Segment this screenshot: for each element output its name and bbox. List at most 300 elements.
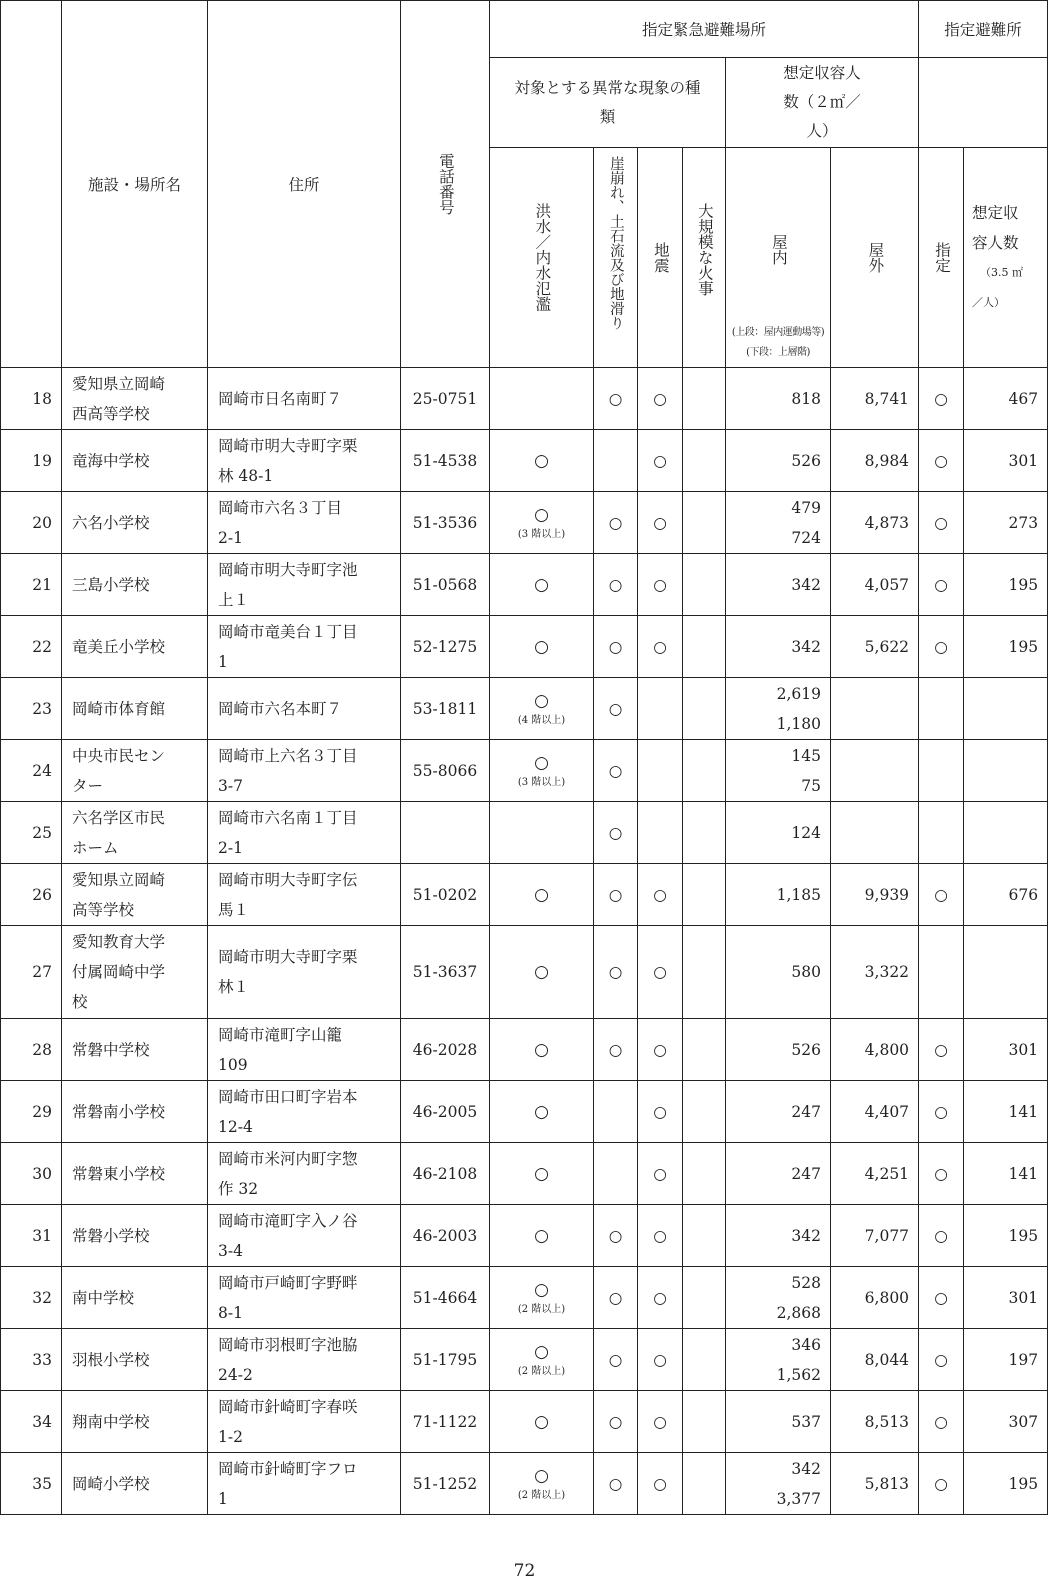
address: [208, 1205, 401, 1267]
indoor-capacity-cell: [726, 1453, 831, 1515]
facility-name: [62, 1143, 208, 1205]
facility-name: [62, 802, 208, 864]
fire-mark: [683, 1391, 726, 1453]
flood-cell: [490, 1391, 594, 1453]
shelter-capacity: 141: [964, 1143, 1048, 1205]
address: [208, 554, 401, 616]
facility-name: [62, 368, 208, 430]
earthquake-mark: ○: [638, 926, 683, 1019]
flood-mark: ○: [534, 1163, 549, 1184]
earthquake-mark: ○: [638, 1391, 683, 1453]
flood-mark: ○: [534, 690, 549, 711]
earthquake-mark: [638, 740, 683, 802]
address: [208, 864, 401, 926]
fire-mark: [683, 802, 726, 864]
address-line: 岡崎市竜美台１丁目: [218, 622, 358, 641]
facility-name-line: 西高等学校: [72, 404, 150, 423]
table-row: [1, 430, 1048, 492]
flood-cell: [490, 1081, 594, 1143]
flood-mark: ○: [534, 1279, 549, 1300]
flood-cell: [490, 864, 594, 926]
flood-mark: ○: [534, 962, 549, 982]
address-line: 1: [218, 652, 228, 671]
indoor-capacity-upper: 528: [791, 1273, 821, 1292]
facility-name-line: 南中学校: [72, 1288, 135, 1307]
facility-name-line: 竜美丘小学校: [72, 637, 166, 656]
header-flood: 洪水／内水氾濫: [533, 203, 552, 312]
fire-mark: [683, 1019, 726, 1081]
address-line: 12-4: [218, 1117, 253, 1136]
earthquake-mark: ○: [638, 1329, 683, 1391]
outdoor-capacity: [831, 740, 919, 802]
phone-number: 53-1811: [401, 678, 490, 740]
address: [208, 926, 401, 1019]
shelter-capacity: 195: [964, 1205, 1048, 1267]
address: [208, 678, 401, 740]
row-number: 27: [1, 926, 62, 1019]
facility-name-line: 岡崎小学校: [72, 1474, 150, 1493]
shelter-capacity: [964, 802, 1048, 864]
facility-name: [62, 492, 208, 554]
address: [208, 1267, 401, 1329]
facility-name-line: 六名小学校: [72, 513, 150, 532]
header-landslide-cell: [594, 148, 638, 368]
designated-mark: ○: [919, 1205, 964, 1267]
flood-floor-note: (3 階以上): [517, 528, 566, 540]
outdoor-capacity: 6,800: [831, 1267, 919, 1329]
landslide-mark: ○: [594, 368, 638, 430]
flood-mark: ○: [534, 1341, 549, 1362]
phone-number: 51-3536: [401, 492, 490, 554]
landslide-mark: ○: [594, 740, 638, 802]
earthquake-mark: ○: [638, 492, 683, 554]
fire-mark: [683, 368, 726, 430]
indoor-capacity-upper: 342: [791, 1459, 821, 1478]
fire-mark: [683, 1205, 726, 1267]
facility-name: [62, 1267, 208, 1329]
facility-name: [62, 926, 208, 1019]
indoor-capacity-lower: 724: [791, 528, 821, 547]
fire-mark: [683, 430, 726, 492]
phone-number: 51-4664: [401, 1267, 490, 1329]
facility-name: [62, 864, 208, 926]
flood-mark: ○: [534, 1039, 549, 1060]
address-line: 岡崎市上六名３丁目: [218, 746, 358, 765]
table-row: [1, 554, 1048, 616]
designated-mark: [919, 926, 964, 1019]
facility-name: [62, 554, 208, 616]
flood-cell: [490, 1267, 594, 1329]
flood-cell: [490, 1205, 594, 1267]
address: [208, 1019, 401, 1081]
facility-name-line: 付属岡崎中学: [72, 963, 166, 981]
shelter-capacity: 195: [964, 616, 1048, 678]
flood-cell: [490, 1143, 594, 1205]
address-line: 1: [218, 1489, 228, 1508]
flood-mark: ○: [534, 636, 549, 657]
address: [208, 1453, 401, 1515]
indoor-capacity-upper: 346: [791, 1335, 821, 1354]
flood-mark: ○: [534, 884, 549, 905]
header-earthquake: 地震: [651, 242, 670, 273]
outdoor-capacity: 3,322: [831, 926, 919, 1019]
indoor-capacity-cell: [726, 926, 831, 1019]
facility-name-line: 三島小学校: [72, 575, 150, 594]
outdoor-capacity: 4,251: [831, 1143, 919, 1205]
facility-name-line: 校: [72, 993, 88, 1011]
header-shelter-capacity-cell: [964, 148, 1048, 368]
fire-mark: [683, 740, 726, 802]
outdoor-capacity: 8,513: [831, 1391, 919, 1453]
flood-mark: ○: [534, 504, 549, 525]
address-line: 岡崎市明大寺町字伝: [218, 870, 358, 889]
landslide-mark: [594, 430, 638, 492]
phone-number: 46-2028: [401, 1019, 490, 1081]
table-header: [1, 1, 1048, 368]
outdoor-capacity: 8,044: [831, 1329, 919, 1391]
designated-mark: ○: [919, 1453, 964, 1515]
phone-number: 51-1795: [401, 1329, 490, 1391]
address-line: 岡崎市米河内町字惣: [218, 1149, 358, 1168]
table-row: [1, 1267, 1048, 1329]
phone-number: 25-0751: [401, 368, 490, 430]
flood-cell: [490, 1453, 594, 1515]
designated-mark: ○: [919, 616, 964, 678]
header-shelter-capacity-4: ／人）: [972, 295, 1006, 309]
flood-cell: [490, 554, 594, 616]
facility-name-line: ター: [72, 776, 104, 795]
designated-mark: ○: [919, 1329, 964, 1391]
header-capacity: 想定収容人数（２㎡／人）: [726, 58, 919, 148]
flood-cell: [490, 1019, 594, 1081]
facility-name-line: 高等学校: [72, 900, 135, 919]
fire-mark: [683, 1143, 726, 1205]
address-line: 岡崎市日名南町７: [218, 389, 343, 408]
indoor-capacity-lower: 75: [801, 776, 821, 795]
row-number: 23: [1, 678, 62, 740]
header-emergency-group: 指定緊急避難場所: [490, 1, 919, 58]
shelter-capacity: 676: [964, 864, 1048, 926]
indoor-capacity-cell: [726, 616, 831, 678]
facility-name-line: 常磐東小学校: [72, 1164, 166, 1183]
outdoor-capacity: 9,939: [831, 864, 919, 926]
fire-mark: [683, 1453, 726, 1515]
table-row: [1, 678, 1048, 740]
row-number: 25: [1, 802, 62, 864]
landslide-mark: ○: [594, 616, 638, 678]
facility-name-line: 常磐南小学校: [72, 1102, 166, 1121]
indoor-capacity: 247: [791, 1102, 821, 1121]
earthquake-mark: [638, 802, 683, 864]
header-designated-cell: [919, 148, 964, 368]
header-fire-cell: [683, 148, 726, 368]
phone-number: 71-1122: [401, 1391, 490, 1453]
earthquake-mark: ○: [638, 430, 683, 492]
indoor-capacity-cell: [726, 678, 831, 740]
fire-mark: [683, 926, 726, 1019]
flood-mark: ○: [534, 1411, 549, 1432]
facility-name-line: ホーム: [72, 838, 119, 857]
header-outdoor: 屋外: [866, 242, 885, 273]
address: [208, 1391, 401, 1453]
shelter-capacity: 301: [964, 1267, 1048, 1329]
earthquake-mark: ○: [638, 864, 683, 926]
indoor-capacity: 342: [791, 1226, 821, 1245]
indoor-capacity: 342: [791, 575, 821, 594]
header-shelter-group: 指定避難所: [919, 1, 1048, 58]
address: [208, 1329, 401, 1391]
indoor-capacity: 342: [791, 637, 821, 656]
indoor-capacity-cell: [726, 1019, 831, 1081]
facility-name: [62, 1453, 208, 1515]
facility-name-line: 翔南中学校: [72, 1412, 150, 1431]
row-number: 30: [1, 1143, 62, 1205]
shelter-capacity: [964, 678, 1048, 740]
header-landslide: 崖崩れ、土石流及び地滑り: [607, 156, 624, 330]
header-no: [1, 1, 62, 368]
earthquake-mark: ○: [638, 1081, 683, 1143]
header-indoor: 屋内: [769, 234, 788, 265]
designated-mark: ○: [919, 1143, 964, 1205]
fire-mark: [683, 492, 726, 554]
table-row: [1, 368, 1048, 430]
outdoor-capacity: 4,800: [831, 1019, 919, 1081]
indoor-capacity-cell: [726, 368, 831, 430]
flood-floor-note: (2 階以上): [517, 1489, 566, 1501]
address: [208, 740, 401, 802]
indoor-capacity: 818: [791, 389, 821, 408]
row-number: 26: [1, 864, 62, 926]
indoor-capacity: 124: [791, 823, 821, 842]
header-phone-cell: [401, 1, 490, 368]
shelter-capacity: 273: [964, 492, 1048, 554]
landslide-mark: ○: [594, 1019, 638, 1081]
indoor-capacity-cell: [726, 1329, 831, 1391]
indoor-capacity-cell: [726, 1143, 831, 1205]
earthquake-mark: ○: [638, 1267, 683, 1329]
header-outdoor-cell: [831, 148, 919, 368]
flood-mark: ○: [534, 450, 549, 471]
designated-mark: ○: [919, 368, 964, 430]
facility-name-line: 六名学区市民: [72, 808, 166, 827]
indoor-capacity-upper: 145: [791, 746, 821, 765]
row-number: 33: [1, 1329, 62, 1391]
designated-mark: ○: [919, 430, 964, 492]
indoor-capacity: 526: [791, 1040, 821, 1059]
indoor-capacity-cell: [726, 492, 831, 554]
indoor-capacity-cell: [726, 864, 831, 926]
landslide-mark: ○: [594, 802, 638, 864]
phone-number: 51-0202: [401, 864, 490, 926]
landslide-mark: ○: [594, 554, 638, 616]
landslide-mark: ○: [594, 864, 638, 926]
facility-name-line: 愛知教育大学: [72, 933, 166, 951]
header-fire: 大規模な火事: [695, 203, 714, 296]
page-number: 72: [513, 1561, 536, 1581]
flood-floor-note: (4 階以上): [517, 714, 566, 726]
flood-cell: [490, 802, 594, 864]
designated-mark: ○: [919, 1019, 964, 1081]
table-row: [1, 616, 1048, 678]
indoor-capacity-cell: [726, 802, 831, 864]
address-line: 馬１: [218, 900, 250, 919]
earthquake-mark: ○: [638, 554, 683, 616]
designated-mark: [919, 802, 964, 864]
facility-name-line: 愛知県立岡崎: [72, 870, 166, 889]
flood-mark: ○: [534, 752, 549, 773]
header-flood-cell: [490, 148, 594, 368]
flood-floor-note: (2 階以上): [517, 1303, 566, 1315]
indoor-capacity: 537: [791, 1412, 821, 1431]
phone-number: 46-2108: [401, 1143, 490, 1205]
address-line: 岡崎市六名南１丁目: [218, 808, 358, 827]
facility-name-line: 岡崎市体育館: [72, 699, 166, 718]
flood-floor-note: (2 階以上): [517, 1365, 566, 1377]
earthquake-mark: [638, 678, 683, 740]
indoor-capacity-lower: 1,562: [776, 1365, 821, 1384]
table-row: [1, 802, 1048, 864]
row-number: 35: [1, 1453, 62, 1515]
table-row: [1, 492, 1048, 554]
shelter-capacity: 141: [964, 1081, 1048, 1143]
fire-mark: [683, 864, 726, 926]
indoor-capacity-cell: [726, 554, 831, 616]
address-line: 3-7: [218, 776, 243, 795]
landslide-mark: ○: [594, 678, 638, 740]
shelter-capacity: 301: [964, 1019, 1048, 1081]
address: [208, 492, 401, 554]
landslide-mark: ○: [594, 926, 638, 1019]
facility-name: [62, 616, 208, 678]
table-row: [1, 1453, 1048, 1515]
flood-cell: [490, 926, 594, 1019]
indoor-capacity-cell: [726, 1081, 831, 1143]
fire-mark: [683, 616, 726, 678]
facility-name-line: 愛知県立岡崎: [72, 374, 166, 393]
indoor-capacity-cell: [726, 1267, 831, 1329]
outdoor-capacity: [831, 802, 919, 864]
table-row: [1, 926, 1048, 1019]
landslide-mark: [594, 1081, 638, 1143]
table-row: [1, 1019, 1048, 1081]
row-number: 32: [1, 1267, 62, 1329]
flood-cell: [490, 740, 594, 802]
address-line: 岡崎市戸崎町字野畔: [218, 1273, 358, 1292]
facility-name: [62, 1391, 208, 1453]
phone-number: 55-8066: [401, 740, 490, 802]
outdoor-capacity: [831, 678, 919, 740]
indoor-capacity: 1,185: [776, 885, 821, 904]
address-line: 岡崎市針崎町字春咲: [218, 1397, 358, 1416]
fire-mark: [683, 678, 726, 740]
earthquake-mark: ○: [638, 368, 683, 430]
address-line: 岡崎市滝町字入ノ谷: [218, 1211, 358, 1230]
table-row: [1, 740, 1048, 802]
row-number: 19: [1, 430, 62, 492]
indoor-capacity: 526: [791, 451, 821, 470]
header-address: 住所: [208, 1, 401, 368]
landslide-mark: [594, 1143, 638, 1205]
designated-mark: ○: [919, 864, 964, 926]
landslide-mark: ○: [594, 1329, 638, 1391]
phone-number: 51-1252: [401, 1453, 490, 1515]
outdoor-capacity: 7,077: [831, 1205, 919, 1267]
outdoor-capacity: 5,813: [831, 1453, 919, 1515]
earthquake-mark: ○: [638, 1019, 683, 1081]
fire-mark: [683, 1329, 726, 1391]
address-line: 8-1: [218, 1303, 243, 1322]
designated-mark: ○: [919, 554, 964, 616]
landslide-mark: ○: [594, 1267, 638, 1329]
address: [208, 616, 401, 678]
address-line: 2-1: [218, 528, 243, 547]
earthquake-mark: ○: [638, 1453, 683, 1515]
indoor-capacity-cell: [726, 1205, 831, 1267]
flood-mark: ○: [534, 1101, 549, 1122]
phone-number: 51-3637: [401, 926, 490, 1019]
indoor-capacity-lower: 1,180: [776, 714, 821, 733]
address-line: 林 48-1: [218, 466, 274, 485]
earthquake-mark: ○: [638, 1205, 683, 1267]
indoor-capacity-upper: 2,619: [776, 684, 821, 703]
row-number: 28: [1, 1019, 62, 1081]
row-number: 24: [1, 740, 62, 802]
address-line: 岡崎市六名３丁目: [218, 498, 343, 517]
shelter-capacity: 195: [964, 554, 1048, 616]
fire-mark: [683, 1081, 726, 1143]
address-line: 1-2: [218, 1427, 243, 1446]
address: [208, 1143, 401, 1205]
facility-name: [62, 740, 208, 802]
address-line: 岡崎市六名本町７: [218, 699, 343, 718]
address-line: 24-2: [218, 1365, 253, 1384]
phone-number: [401, 802, 490, 864]
designated-mark: [919, 678, 964, 740]
row-number: 34: [1, 1391, 62, 1453]
phone-number: 52-1275: [401, 616, 490, 678]
header-shelter-blank: [919, 58, 1048, 148]
facility-name-line: 常磐小学校: [72, 1226, 150, 1245]
landslide-mark: ○: [594, 1453, 638, 1515]
header-phenomena: 対象とする異常な現象の種類: [490, 58, 726, 148]
indoor-capacity-lower: 3,377: [776, 1489, 821, 1508]
address-line: 作 32: [218, 1179, 259, 1198]
facility-name: [62, 1329, 208, 1391]
header-indoor-note-1: (上段：屋内運動場等): [731, 327, 825, 338]
table-row: [1, 1391, 1048, 1453]
facility-name-line: 羽根小学校: [72, 1350, 150, 1369]
flood-cell: [490, 678, 594, 740]
address-line: 岡崎市羽根町字池脇: [218, 1335, 358, 1354]
facility-name-line: 中央市民セン: [72, 746, 166, 765]
indoor-capacity: 580: [791, 963, 821, 981]
landslide-mark: ○: [594, 492, 638, 554]
row-number: 18: [1, 368, 62, 430]
shelter-capacity: 301: [964, 430, 1048, 492]
designated-mark: [919, 740, 964, 802]
designated-mark: ○: [919, 1267, 964, 1329]
flood-cell: [490, 368, 594, 430]
header-phone: 電話番号: [436, 153, 455, 215]
landslide-mark: ○: [594, 1391, 638, 1453]
address: [208, 368, 401, 430]
address-line: 岡崎市田口町字岩本: [218, 1087, 358, 1106]
table-row: [1, 1081, 1048, 1143]
facility-name-line: 常磐中学校: [72, 1040, 150, 1059]
header-indoor-cell: [726, 148, 831, 368]
outdoor-capacity: 4,407: [831, 1081, 919, 1143]
phone-number: 46-2003: [401, 1205, 490, 1267]
